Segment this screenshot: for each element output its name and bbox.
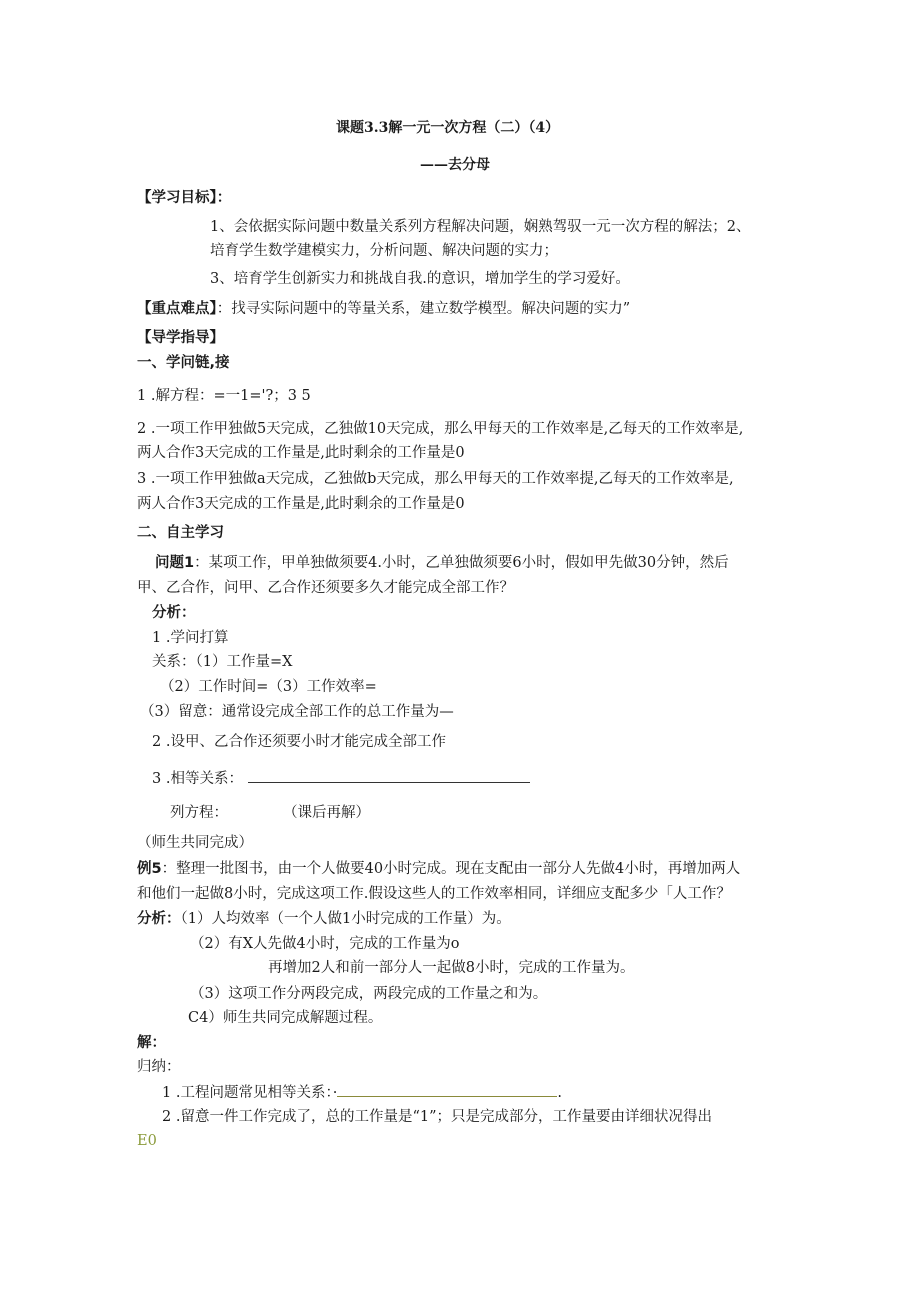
- problem-1-line-1: [155, 553, 729, 573]
- analysis-label: 分析：: [152, 605, 196, 621]
- keypoints-line: [137, 299, 630, 319]
- keypoints-text: ：找寻实际问题中的等量关系，建立数学模型。解决问题的实力”: [216, 301, 631, 317]
- example-analysis-step-4: C4）师生共同完成解题过程。: [188, 1010, 383, 1026]
- equation-label: 列方程：: [170, 805, 228, 821]
- end-mark: E0: [137, 1133, 157, 1149]
- analysis-note: （3）留意：通常设完成全部工作的总工作量为—: [140, 704, 454, 720]
- question-2-line-2: 两人合作3天完成的工作量是,此时剩余的工作量是0: [137, 445, 465, 461]
- analysis-step-1: 1 .学问打算: [152, 630, 229, 646]
- analysis-relation-1: 关系：（1）工作量=X: [152, 654, 293, 670]
- section-1-heading: 一、学问链,接: [137, 355, 230, 371]
- objective-line-2: 培育学生数学建模实力，分析问题、解决问题的实力；: [210, 243, 558, 259]
- example-analysis-step-1: （1）人均效率（一个人做1小时完成的工作量）为。: [180, 911, 511, 927]
- equal-relation-blank: [248, 768, 530, 783]
- summary-item-2: 2 .留意一件工作完成了，总的工作量是“1”；只是完成部分，工作量要由详细状况得出: [162, 1109, 712, 1125]
- solve-label: 解：: [137, 1035, 166, 1051]
- objective-line-1: 1、会依据实际问题中数量关系列方程解决问题，娴熟驾驭一元一次方程的解法；2、: [210, 219, 751, 235]
- question-2-line-1: 2 .一项工作甲独做5天完成，乙独做10天完成，那么甲每天的工作效率是,乙每天的工作效率是,: [137, 421, 744, 437]
- section-2-heading: 二、自主学习: [137, 525, 224, 541]
- equation-note: （课后再解）: [283, 805, 370, 821]
- example-5-label: 例5: [137, 861, 162, 877]
- problem-1-line-2: 甲、乙合作，问甲、乙合作还须要多久才能完成全部工作？: [137, 580, 514, 596]
- summary-item-1-end: .: [557, 1085, 562, 1101]
- problem-1-text: ：某项工作，甲单独做须要4.小时，乙单独做须要6小时，假如甲先做30分钟，然后: [194, 555, 729, 571]
- example-analysis-step-3: （3）这项工作分两段完成，两段完成的工作量之和为。: [190, 986, 548, 1002]
- objectives-heading: 【学习目标】：: [137, 190, 232, 206]
- summary-label: 归纳：: [137, 1059, 181, 1075]
- analysis-step-2: 2 .设甲、乙合作还须要小时才能完成全部工作: [152, 734, 446, 750]
- question-1: 1 .解方程：=一1='?；3 5: [137, 388, 311, 404]
- page-title: 课题3.3解一元一次方程（二）（4）: [336, 120, 560, 136]
- summary-item-1: [162, 1082, 562, 1103]
- example-analysis-step-2b: 再增加2人和前一部分人一起做8小时，完成的工作量为。: [268, 960, 635, 976]
- example-5-text: ：整理一批图书，由一个人做要40小时完成。现在支配由一部分人先做4小时，再增加两人: [161, 861, 741, 877]
- example-5-line-1: [137, 859, 740, 879]
- example-analysis-line-1: [137, 909, 511, 929]
- equal-relation-label: 3 .相等关系：: [152, 771, 243, 787]
- keypoints-heading: 【重点难点】: [137, 301, 217, 317]
- summary-item-1-text: 1 .工程问题常见相等关系：·: [162, 1085, 338, 1101]
- analysis-step-3: [152, 768, 530, 789]
- analysis-relation-2: （2）工作时间=（3）工作效率=: [160, 679, 377, 695]
- page-subtitle: ——去分母: [420, 157, 490, 173]
- example-analysis-label: 分析：: [137, 911, 181, 927]
- example-analysis-step-2: （2）有X人先做4小时，完成的工作量为o: [190, 936, 460, 952]
- question-3-line-1: 3 .一项工作甲独做a天完成，乙独做b天完成，那么甲每天的工作效率提,乙每天的工作效率是,: [137, 471, 734, 487]
- objective-line-3: 3、培育学生创新实力和挑战自我.的意识，增加学生的学习爱好。: [210, 271, 630, 287]
- guide-heading: 【导学指导】: [137, 330, 224, 346]
- problem-1-label: 问题1: [155, 555, 195, 571]
- together-note: （师生共同完成）: [137, 835, 253, 851]
- question-3-line-2: 两人合作3天完成的工作量是,此时剩余的工作量是0: [137, 496, 465, 512]
- example-5-line-2: 和他们一起做8小时，完成这项工作.假设这些人的工作效率相同，详细应支配多少「人工作？: [137, 886, 731, 902]
- summary-item-1-blank: [337, 1082, 557, 1097]
